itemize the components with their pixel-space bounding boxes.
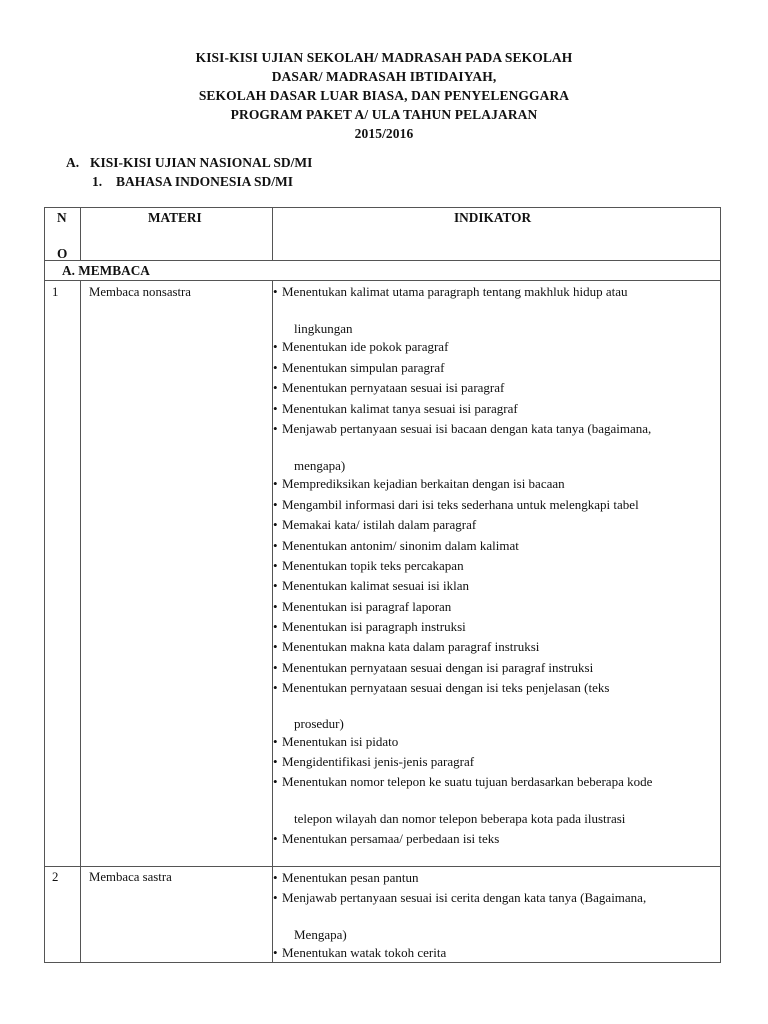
- table-border-bottom: [44, 962, 721, 963]
- indicator-text: Menentukan pesan pantun: [282, 870, 419, 885]
- section-heading-a: [66, 153, 312, 172]
- table-border-left: [44, 207, 45, 963]
- indicator-continuation: prosedur): [294, 716, 344, 731]
- bullet-icon: •: [273, 380, 278, 395]
- indicator-text: Menentukan makna kata dalam paragraf instruksi: [282, 639, 540, 654]
- indicator-text: Menjawab pertanyaan sesuai isi cerita dengan kata tanya (Bagaimana,: [282, 890, 647, 905]
- bullet-icon: •: [273, 339, 278, 354]
- title-line-4: PROGRAM PAKET A/ ULA TAHUN PELAJARAN: [230, 107, 538, 122]
- section-a-label: A.: [66, 155, 80, 170]
- row-1-no: 1: [52, 285, 59, 299]
- row-1-materi: Membaca nonsastra: [89, 285, 191, 299]
- indicator-text: Menentukan persamaa/ perbedaan isi teks: [282, 831, 500, 846]
- bullet-icon: •: [273, 599, 278, 614]
- indicator-text: Menentukan isi paragraph instruksi: [282, 619, 466, 634]
- bullet-icon: •: [273, 890, 278, 905]
- bullet-icon: •: [273, 639, 278, 654]
- bullet-icon: •: [273, 517, 278, 532]
- header-no-line-2: O: [57, 246, 68, 261]
- indicator-text: Memakai kata/ istilah dalam paragraf: [282, 517, 477, 532]
- bullet-icon: •: [273, 945, 278, 960]
- bullet-icon: •: [273, 284, 278, 299]
- table-border-top: [44, 207, 721, 208]
- indicator-text: Menentukan pernyataan sesuai dengan isi paragraf instruksi: [282, 660, 594, 675]
- indicator-continuation: lingkungan: [294, 321, 353, 336]
- bullet-icon: •: [273, 578, 278, 593]
- indicator-text: Menentukan pernyataan sesuai dengan isi teks penjelasan (teks: [282, 680, 610, 695]
- indicator-text: Mengambil informasi dari isi teks sederhana untuk melengkapi tabel: [282, 497, 639, 512]
- indicator-text: Menjawab pertanyaan sesuai isi bacaan dengan kata tanya (bagaimana,: [282, 421, 652, 436]
- section-1-text: BAHASA INDONESIA SD/MI: [116, 174, 294, 189]
- bullet-icon: •: [273, 619, 278, 634]
- header-indikator: INDIKATOR: [454, 210, 532, 225]
- header-materi: MATERI: [148, 210, 202, 225]
- indicator-continuation: Mengapa): [294, 927, 347, 942]
- indicator-text: Menentukan nomor telepon ke suatu tujuan berdasarkan beberapa kode: [282, 774, 653, 789]
- header-no: [57, 210, 67, 262]
- indicator-text: Menentukan antonim/ sinonim dalam kalimat: [282, 538, 519, 553]
- bullet-icon: •: [273, 538, 278, 553]
- bullet-icon: •: [273, 680, 278, 695]
- column-divider-no: [80, 280, 81, 963]
- table-header-divider: [44, 260, 721, 261]
- header-no-line-1: N: [57, 210, 67, 225]
- column-divider-no: [80, 207, 81, 261]
- bullet-icon: •: [273, 360, 278, 375]
- title-line-5: 2015/2016: [354, 126, 414, 141]
- indicator-text: Memprediksikan kejadian berkaitan dengan isi bacaan: [282, 476, 565, 491]
- section-a-text: KISI-KISI UJIAN NASIONAL SD/MI: [90, 155, 313, 170]
- bullet-icon: •: [273, 421, 278, 436]
- document-title: [0, 48, 768, 143]
- bullet-icon: •: [273, 774, 278, 789]
- indicator-text: Menentukan ide pokok paragraf: [282, 339, 449, 354]
- title-line-3: SEKOLAH DASAR LUAR BIASA, DAN PENYELENGGARA: [198, 88, 570, 103]
- section-heading-1: [92, 172, 293, 191]
- indicator-text: Menentukan pernyataan sesuai isi paragraf: [282, 380, 505, 395]
- table-group-divider: [44, 280, 721, 281]
- bullet-icon: •: [273, 558, 278, 573]
- row-2-no: 2: [52, 870, 59, 884]
- column-divider-materi: [272, 207, 273, 261]
- bullet-icon: •: [273, 476, 278, 491]
- indicator-text: Mengidentifikasi jenis-jenis paragraf: [282, 754, 475, 769]
- indicator-text: Menentukan kalimat utama paragraph tentang makhluk hidup atau: [282, 284, 628, 299]
- table-border-right: [720, 207, 721, 963]
- bullet-icon: •: [273, 660, 278, 675]
- indicator-text: Menentukan isi pidato: [282, 734, 399, 749]
- indicator-text: Menentukan kalimat sesuai isi iklan: [282, 578, 470, 593]
- title-line-1: KISI-KISI UJIAN SEKOLAH/ MADRASAH PADA SEKOLAH: [195, 50, 573, 65]
- group-heading-membaca: A. MEMBACA: [62, 263, 150, 278]
- table-row-divider: [44, 866, 721, 867]
- indicator-continuation: telepon wilayah dan nomor telepon beberapa kota pada ilustrasi: [294, 811, 626, 826]
- bullet-icon: •: [273, 870, 278, 885]
- indicator-text: Menentukan kalimat tanya sesuai isi paragraf: [282, 401, 518, 416]
- bullet-icon: •: [273, 754, 278, 769]
- indicator-text: Menentukan watak tokoh cerita: [282, 945, 447, 960]
- section-1-label: 1.: [92, 174, 103, 189]
- bullet-icon: •: [273, 734, 278, 749]
- indicator-text: Menentukan isi paragraf laporan: [282, 599, 452, 614]
- bullet-icon: •: [273, 497, 278, 512]
- row-2-materi: Membaca sastra: [89, 870, 172, 884]
- indicator-text: Menentukan topik teks percakapan: [282, 558, 464, 573]
- bullet-icon: •: [273, 831, 278, 846]
- title-line-2: DASAR/ MADRASAH IBTIDAIYAH,: [271, 69, 497, 84]
- indicator-text: Menentukan simpulan paragraf: [282, 360, 445, 375]
- indicator-continuation: mengapa): [294, 458, 346, 473]
- bullet-icon: •: [273, 401, 278, 416]
